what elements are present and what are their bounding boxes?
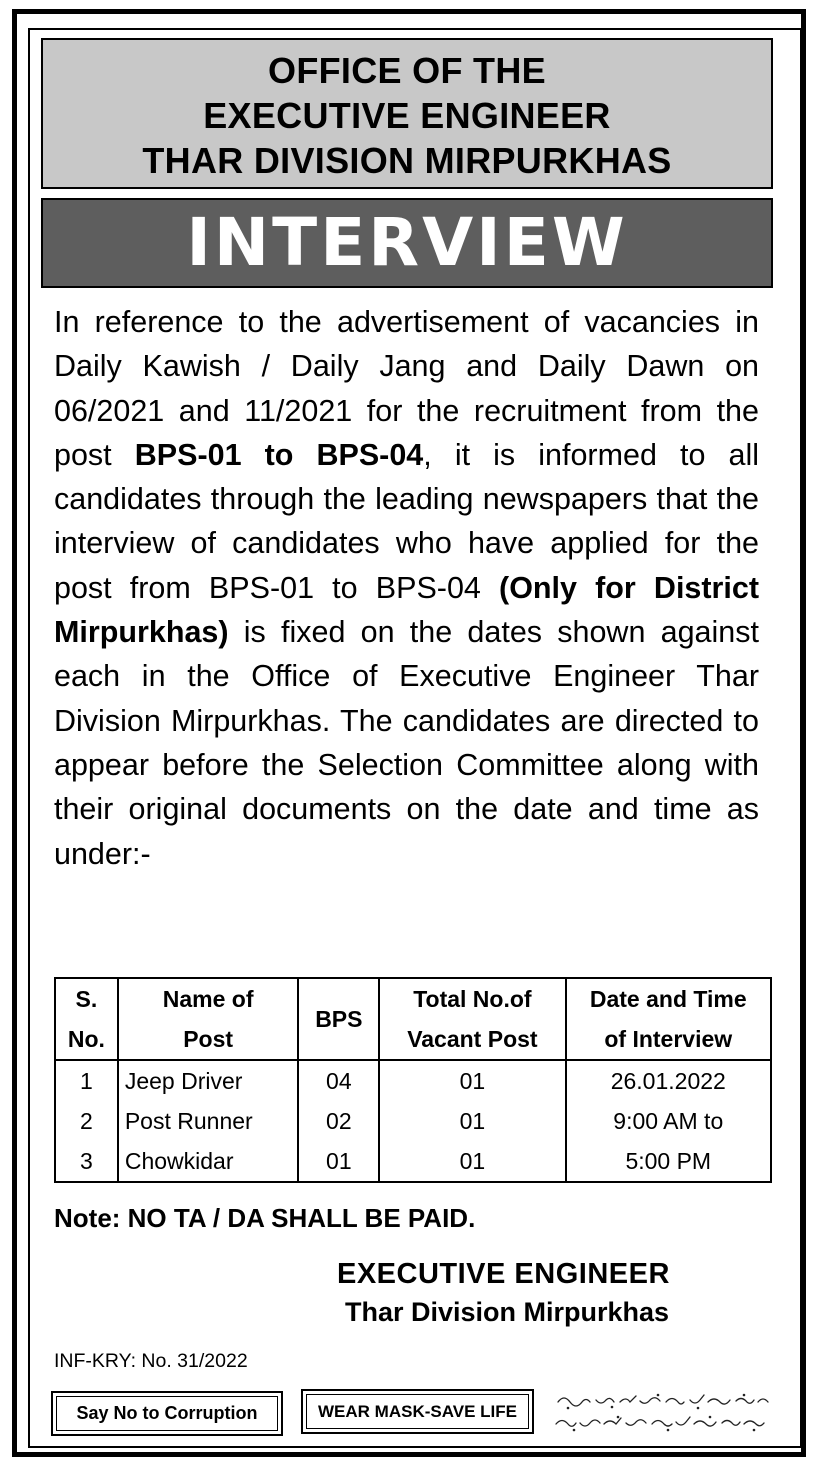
wear-mask-badge — [301, 1389, 534, 1434]
interview-banner — [41, 198, 773, 288]
header-bps: BPS — [298, 978, 379, 1060]
signatory-office: Thar Division Mirpurkhas — [345, 1297, 670, 1327]
header-date-time: Date and Time of Interview — [566, 978, 771, 1060]
cell-interview-datetime — [566, 1060, 771, 1182]
cell-bps: 02 — [298, 1101, 379, 1141]
urdu-slogan-graphic — [548, 1384, 778, 1440]
body-part-1: In reference to the advertisement of vacancies in Daily Kawish / Daily Jang and Daily Dawn on 06/2021 and 11/2021 for the recruitment from the post — [54, 305, 759, 472]
body-bold-bps-range: BPS-01 to BPS-04 — [134, 437, 424, 472]
interview-time-to: 5:00 PM — [625, 1148, 712, 1174]
header-line-1: OFFICE OF THE — [268, 50, 546, 91]
vacancy-table — [54, 977, 772, 1183]
header-sno: S. No. — [55, 978, 118, 1060]
cell-post: Chowkidar — [118, 1141, 299, 1182]
body-part-3: is fixed on the dates shown against each in the Office of Executive Engineer Thar Division Mirpurkhas. The candidates are directed to appear before the Selection Committee along with their original documents on the date and time as under:- — [54, 615, 759, 871]
reference-number: INF-KRY: No. 31/2022 — [54, 1350, 248, 1372]
cell-sno: 3 — [55, 1141, 118, 1182]
body-bold-district: (Only for District Mirpurkhas) — [54, 570, 760, 650]
header-line-3: THAR DIVISION MIRPURKHAS — [142, 140, 672, 181]
say-no-to-corruption-badge — [51, 1391, 283, 1436]
signatory-title: EXECUTIVE ENGINEER — [337, 1258, 670, 1290]
table-header-row — [55, 978, 771, 1060]
header-total-vacant: Total No.of Vacant Post — [379, 978, 565, 1060]
interview-time-from: 9:00 AM to — [613, 1108, 724, 1134]
payment-note: Note: NO TA / DA SHALL BE PAID. — [54, 1203, 476, 1233]
notice-body — [54, 300, 759, 876]
cell-post: Jeep Driver — [118, 1060, 299, 1101]
cell-bps: 04 — [298, 1060, 379, 1101]
cell-vacant: 01 — [379, 1101, 565, 1141]
cell-post: Post Runner — [118, 1101, 299, 1141]
cell-sno: 2 — [55, 1101, 118, 1141]
mask-badge-label: WEAR MASK-SAVE LIFE — [318, 1401, 517, 1421]
office-header — [41, 38, 773, 189]
cell-sno: 1 — [55, 1060, 118, 1101]
cell-bps: 01 — [298, 1141, 379, 1182]
header-post-name: Name of Post — [118, 978, 299, 1060]
header-line-2: EXECUTIVE ENGINEER — [203, 95, 611, 136]
corruption-badge-label: Say No to Corruption — [76, 1403, 258, 1423]
interview-date: 26.01.2022 — [610, 1068, 726, 1094]
cell-vacant: 01 — [379, 1060, 565, 1101]
table-row — [55, 1060, 771, 1101]
interview-title: INTERVIEW — [186, 204, 628, 281]
body-part-2: , it is informed to all candidates through the leading newspapers that the interview of candidates who have applied for the post from BPS-01 to BPS-04 — [54, 437, 759, 605]
cell-vacant: 01 — [379, 1141, 565, 1182]
